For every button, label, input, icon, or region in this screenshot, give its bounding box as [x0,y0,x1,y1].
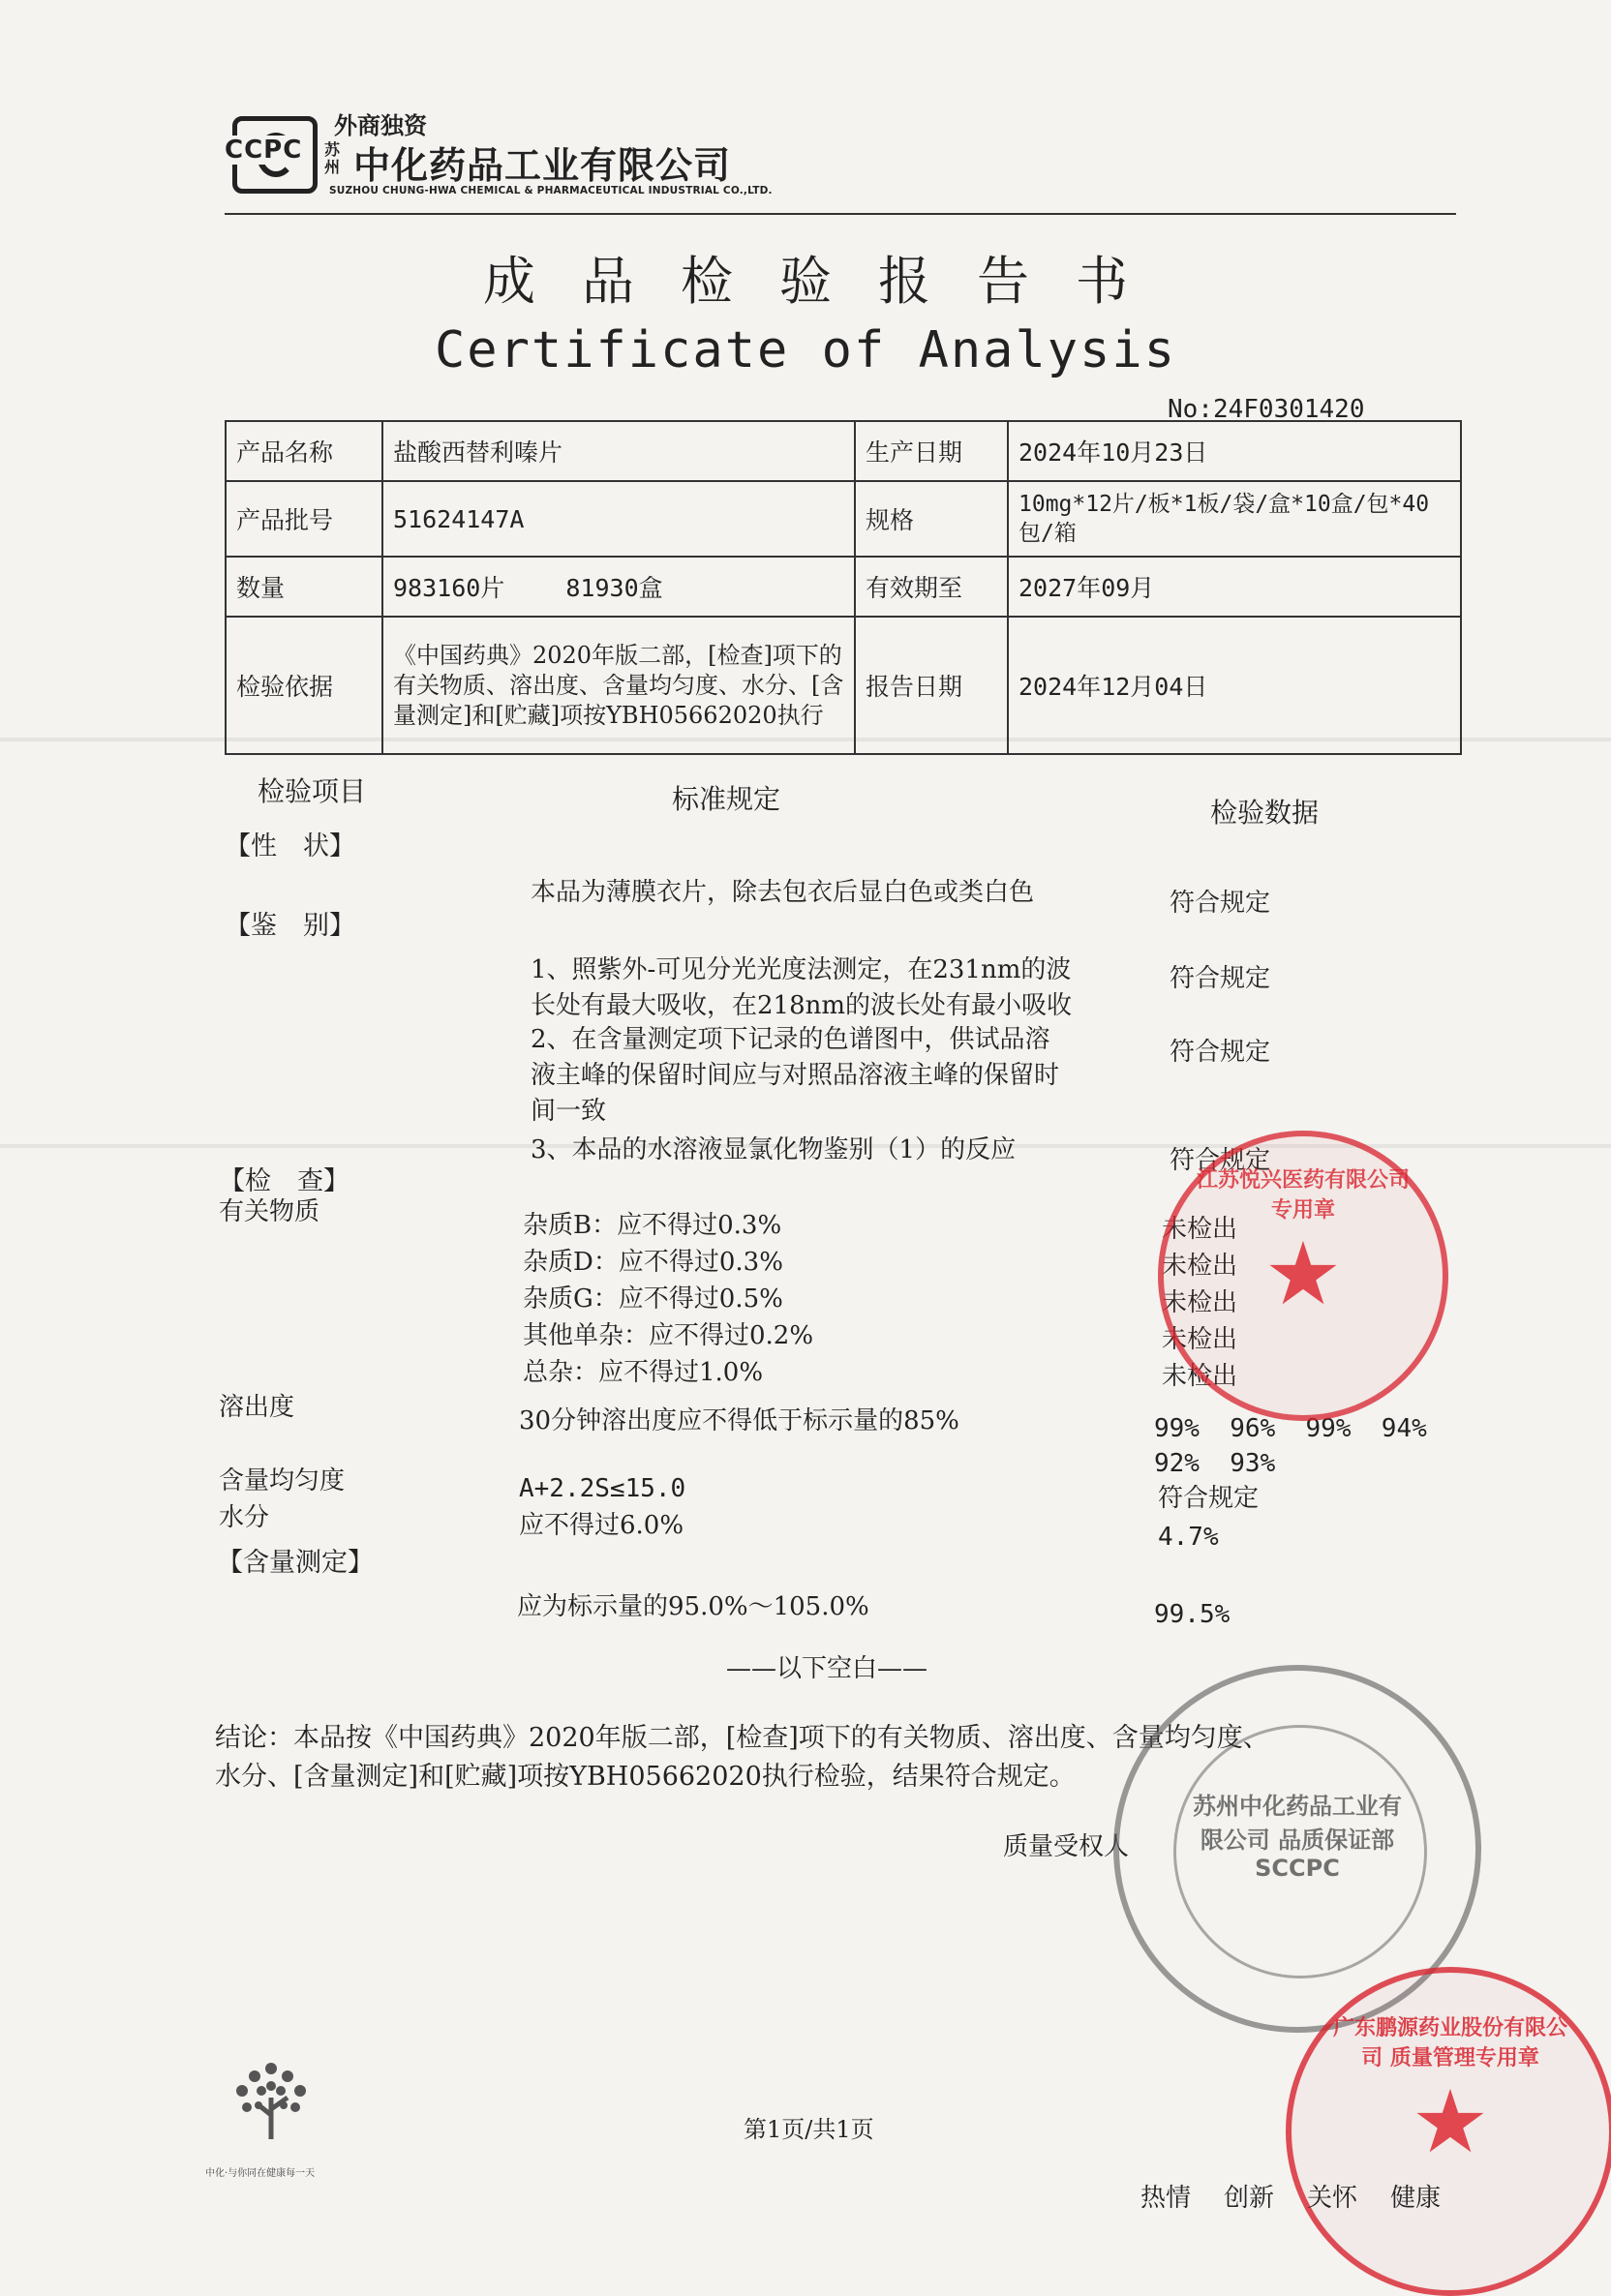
test-basis: 《中国药典》2020年版二部，[检查]项下的有关物质、溶出度、含量均匀度、水分、[含量测定]和[贮藏]项按YBH05662020执行 [382,617,855,754]
total-impurity-result: 未检出 [1162,1362,1238,1391]
section-inspection: 【检 查】 [219,1166,350,1196]
tree-logo-caption: 中化·与你同在健康每一天 [205,2168,316,2179]
identification-1-line-2: 长处有最大吸收，在218nm的波长处有最小吸收 [531,991,1073,1020]
logo-text: CCPC [225,136,303,165]
dissolution-result-1: 99% 96% 99% 94% [1154,1414,1427,1443]
conclusion-line-1: 结论：本品按《中国药典》2020年版二部，[检查]项下的有关物质、溶出度、含量均匀度、 [215,1723,1269,1753]
uniformity-label: 含量均匀度 [219,1466,346,1495]
page-title-en: Certificate of Analysis [434,321,1177,379]
conclusion-line-2: 水分、[含量测定]和[贮藏]项按YBH05662020执行检验，结果符合规定。 [215,1762,1076,1792]
slogan-1: 热情 [1140,2184,1192,2213]
identification-2-line-1: 2、在含量测定项下记录的色谱图中，供试品溶 [531,1025,1050,1054]
spec: 10mg*12片/板*1板/袋/盒*10盒/包*40包/箱 [1008,481,1461,557]
expiry-label: 有效期至 [855,557,1008,617]
product-name-label: 产品名称 [226,421,382,481]
red-seal-bottom: ★ 广东鹏源药业股份有限公司 质量管理专用章 [1286,1967,1611,2296]
certificate-number: No:24F0301420 [1168,395,1365,424]
company-name: 中化药品工业有限公司 [353,144,732,187]
impurity-b-standard: 杂质B：应不得过0.3% [523,1211,782,1240]
quantity-label: 数量 [226,557,382,617]
identification-1-result: 符合规定 [1170,964,1271,993]
identification-2-line-3: 间一致 [531,1097,607,1126]
identification-2-line-2: 液主峰的保留时间应与对照品溶液主峰的保留时 [531,1061,1060,1090]
assay-result: 99.5% [1154,1600,1231,1629]
uniformity-result: 符合规定 [1158,1484,1260,1513]
column-item: 检验项目 [258,775,367,807]
spec-label: 规格 [855,481,1008,557]
related-substances-standards [523,1208,813,1392]
impurity-d-standard: 杂质D：应不得过0.3% [523,1248,783,1277]
identification-1 [531,952,1072,1024]
report-date-label: 报告日期 [855,617,1008,754]
product-info-table [225,420,1462,755]
water-result: 4.7% [1158,1523,1219,1552]
slogan-3: 关怀 [1307,2184,1358,2213]
qa-signature-label: 质量受权人 [1003,1832,1130,1861]
slogan-4: 健康 [1390,2184,1442,2213]
company-name-en: SUZHOU CHUNG-HWA CHEMICAL & PHARMACEUTICAL INDUSTRIAL CO.,LTD. [329,185,773,196]
section-assay: 【含量测定】 [217,1548,374,1578]
section-appearance: 【性 状】 [225,831,355,861]
page-number: 第1页/共1页 [744,2116,874,2143]
red-seal-top-text: 江苏悦兴医药有限公司 专用章 [1196,1168,1410,1223]
impurity-b-result: 未检出 [1162,1215,1238,1244]
conclusion [215,1719,1269,1797]
column-result: 检验数据 [1210,797,1320,829]
red-seal-top: ★ 江苏悦兴医药有限公司 专用章 [1158,1131,1448,1421]
basis-label: 检验依据 [226,617,382,754]
appearance-result: 符合规定 [1170,889,1271,918]
batch-number: 51624147A [382,481,855,557]
total-impurity-standard: 总杂：应不得过1.0% [523,1358,764,1387]
header-rule [225,213,1456,215]
identification-2-result: 符合规定 [1170,1038,1271,1067]
identification-2 [531,1022,1059,1130]
section-identification: 【鉴 别】 [225,911,355,941]
other-single-impurity-standard: 其他单杂：应不得过0.2% [523,1321,814,1350]
uniformity-standard: A+2.2S≤15.0 [519,1474,686,1503]
assay-standard: 应为标示量的95.0%～105.0% [517,1592,869,1621]
product-name: 盐酸西替利嗪片 [382,421,855,481]
water-standard: 应不得过6.0% [519,1511,684,1540]
gray-seal-text: 苏州中化药品工业有限公司 品质保证部 SCCPC [1193,1793,1402,1882]
tree-logo-icon [208,2047,334,2163]
water-label: 水分 [219,1503,270,1532]
dissolution-result-2: 92% 93% [1154,1449,1276,1478]
identification-3-result: 符合规定 [1170,1146,1271,1175]
red-seal-bottom-text: 广东鹏源药业股份有限公司 质量管理专用章 [1332,2016,1567,2070]
dissolution-standard: 30分钟溶出度应不得低于标示量的85% [519,1406,959,1435]
blank-below: ——以下空白—— [726,1654,928,1683]
quantity-tablets: 983160片 [393,574,505,602]
company-prefix: 苏州 [324,140,341,176]
report-date: 2024年12月04日 [1008,617,1461,754]
batch-label: 产品批号 [226,481,382,557]
slogan-2: 创新 [1224,2184,1275,2213]
quantity [382,557,855,617]
impurity-g-result: 未检出 [1162,1288,1238,1317]
page-title: 成品检验报告书 [483,251,1174,312]
appearance-standard: 本品为薄膜衣片，除去包衣后显白色或类白色 [531,878,1035,907]
identification-1-line-1: 1、照紫外-可见分光光度法测定，在231nm的波 [531,955,1072,984]
quantity-boxes: 81930盒 [565,574,663,602]
dissolution-label: 溶出度 [219,1393,295,1422]
expiry-date: 2027年09月 [1008,557,1461,617]
production-date-label: 生产日期 [855,421,1008,481]
related-substances-label: 有关物质 [219,1197,320,1226]
footer-slogan [1140,2178,1474,2214]
production-date: 2024年10月23日 [1008,421,1461,481]
other-single-impurity-result: 未检出 [1162,1325,1238,1354]
impurity-g-standard: 杂质G：应不得过0.5% [523,1284,783,1314]
impurity-d-result: 未检出 [1162,1252,1238,1281]
company-tag: 外商独资 [334,112,427,139]
identification-3: 3、本品的水溶液显氯化物鉴别（1）的反应 [531,1135,1017,1164]
column-standard: 标准规定 [672,783,781,815]
